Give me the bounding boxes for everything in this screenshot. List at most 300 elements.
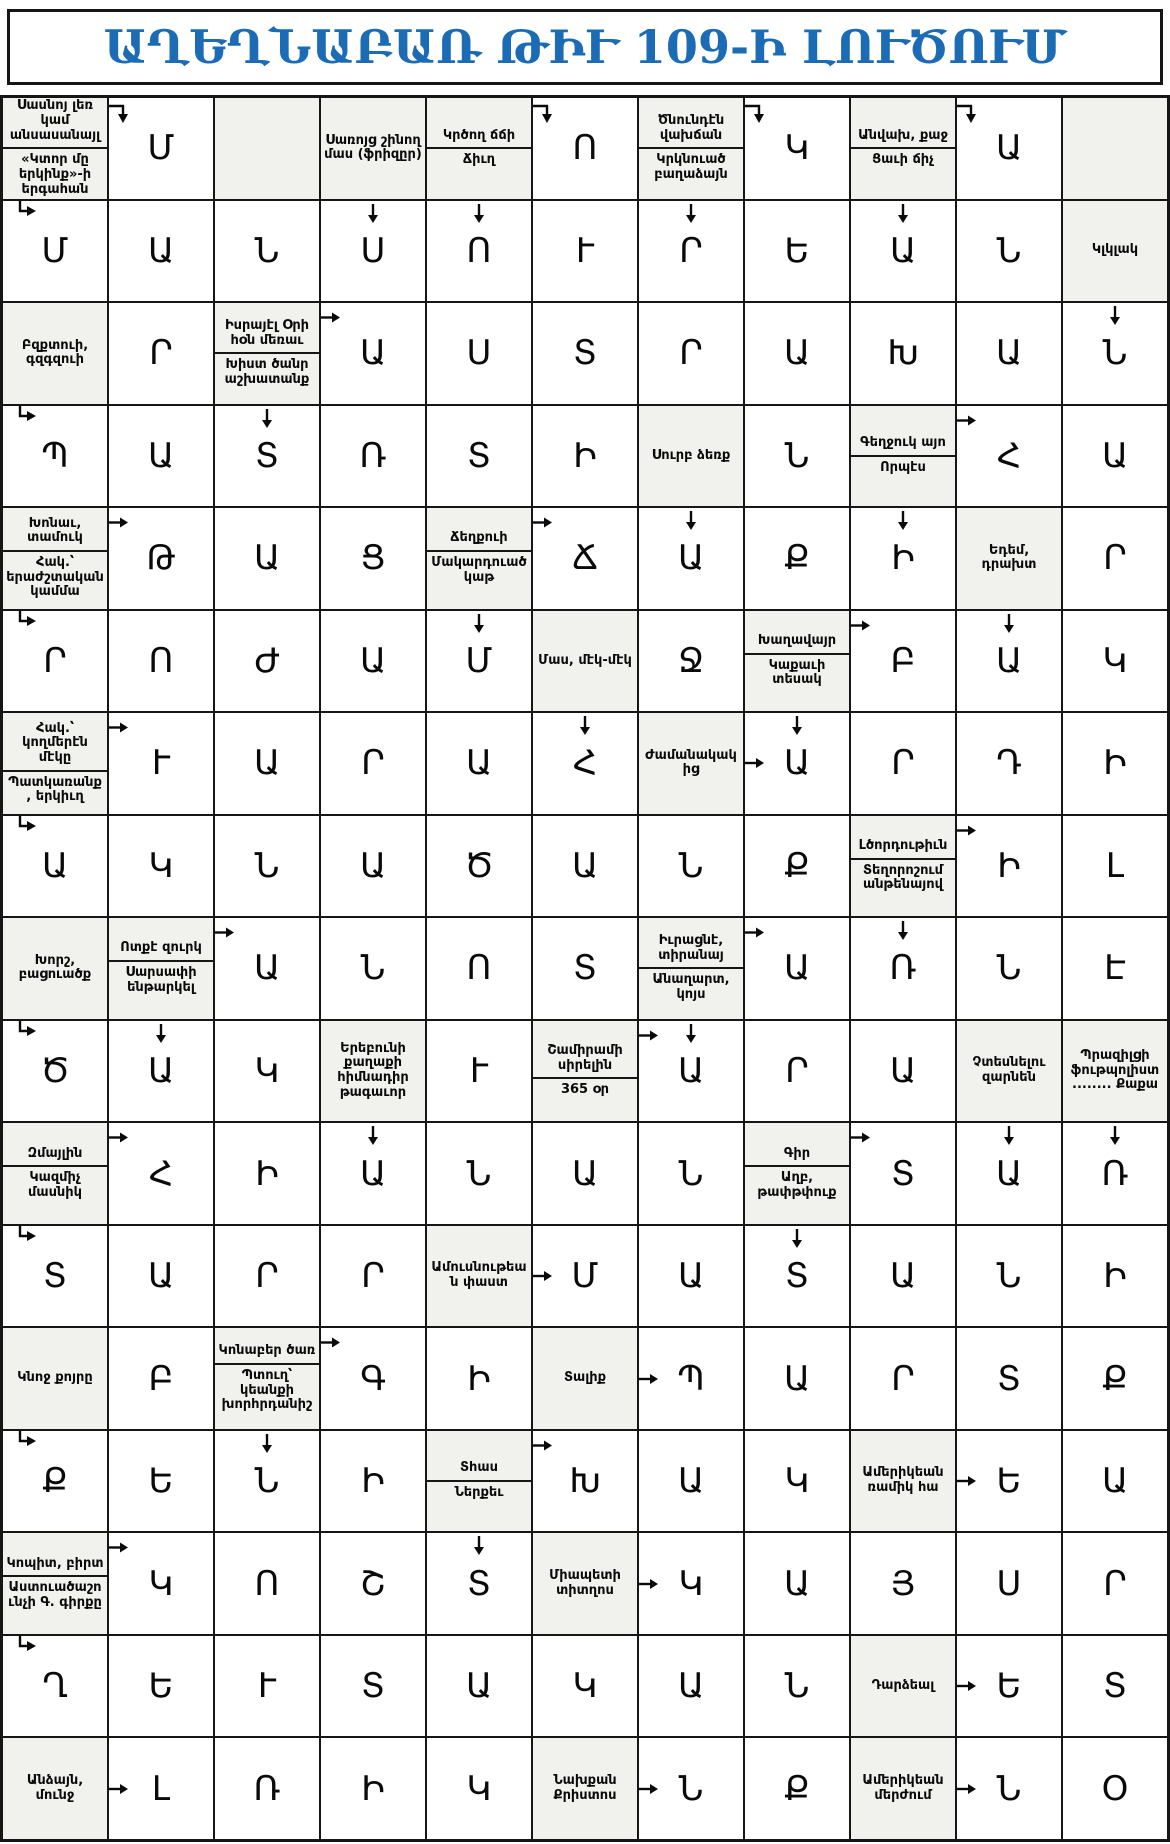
clue-text: Իւրացնէ, տիրանայ xyxy=(658,933,724,963)
clue-cell xyxy=(639,918,743,1019)
answer-letter: Ե xyxy=(996,1461,1022,1502)
answer-letter: Կ xyxy=(1102,640,1128,681)
answer-cell xyxy=(639,1021,743,1122)
answer-letter: Պ xyxy=(677,1358,705,1399)
answer-cell xyxy=(427,303,531,404)
arrow-down-icon xyxy=(368,1126,379,1146)
arrow-bend-right-icon xyxy=(15,1636,39,1655)
answer-cell xyxy=(215,816,319,917)
answer-letter: Ր xyxy=(361,1256,385,1297)
answer-cell xyxy=(533,303,637,404)
answer-letter: Ռ xyxy=(253,1768,281,1809)
clue-text: Աղբ, թափթփուք xyxy=(745,1165,849,1204)
answer-letter: Ն xyxy=(678,1153,704,1194)
answer-letter: Ք xyxy=(1102,1358,1128,1399)
answer-letter: Տ xyxy=(891,1153,915,1194)
answer-letter: Լ xyxy=(151,1768,171,1809)
clue-text: 365 օր xyxy=(533,1077,637,1102)
answer-cell xyxy=(109,1533,213,1634)
clue-cell xyxy=(109,918,213,1019)
answer-cell xyxy=(427,713,531,814)
answer-cell xyxy=(215,201,319,302)
clue-text: Միապետի տիտղոս xyxy=(549,1567,621,1598)
answer-cell xyxy=(745,406,849,507)
arrow-down-icon xyxy=(792,1229,803,1249)
clue-cell xyxy=(639,98,743,199)
answer-cell xyxy=(851,303,955,404)
clue-cell xyxy=(533,1021,637,1122)
arrow-down-icon xyxy=(686,1024,697,1044)
arrow-down-icon xyxy=(368,204,379,224)
answer-letter: Տ xyxy=(255,435,279,476)
answer-cell xyxy=(1063,1226,1167,1327)
answer-cell xyxy=(745,1738,849,1839)
answer-cell xyxy=(533,98,637,199)
answer-letter: Ա xyxy=(783,1358,811,1399)
answer-letter: Ա xyxy=(147,230,175,271)
arrow-down-icon xyxy=(474,614,485,634)
answer-letter: Հ xyxy=(148,1153,174,1194)
answer-cell xyxy=(427,201,531,302)
answer-letter: Ն xyxy=(784,1666,810,1707)
answer-letter: Ա xyxy=(253,538,281,579)
answer-cell xyxy=(109,201,213,302)
clue-cell xyxy=(3,1328,107,1429)
answer-cell xyxy=(321,1533,425,1634)
answer-cell xyxy=(321,508,425,609)
clue-text: Հակ.՝ երաժշտական կամմա xyxy=(3,550,107,604)
answer-cell xyxy=(851,508,955,609)
answer-cell xyxy=(109,713,213,814)
answer-letter: Տ xyxy=(361,1666,385,1707)
answer-cell xyxy=(1063,918,1167,1019)
answer-cell xyxy=(957,303,1061,404)
answer-letter: Ր xyxy=(149,333,173,374)
answer-letter: Տ xyxy=(1103,1666,1127,1707)
clue-text: Խաղավայր xyxy=(757,632,837,648)
answer-letter: Ր xyxy=(361,743,385,784)
arrow-down-icon xyxy=(898,511,909,531)
answer-letter: Մ xyxy=(465,640,493,681)
answer-letter: Ն xyxy=(466,1153,492,1194)
clue-text: Խորշ, բացուածք xyxy=(18,952,92,983)
clue-cell xyxy=(533,611,637,712)
answer-letter: Ա xyxy=(1101,435,1129,476)
answer-cell xyxy=(639,303,743,404)
answer-letter: Ա xyxy=(783,948,811,989)
arrow-right-icon xyxy=(321,312,341,323)
answer-letter: Ա xyxy=(465,1666,493,1707)
answer-cell xyxy=(427,1738,531,1839)
arrow-down-icon xyxy=(262,1434,273,1454)
answer-letter: Ա xyxy=(359,640,387,681)
answer-cell xyxy=(1063,1738,1167,1839)
answer-cell xyxy=(215,1533,319,1634)
answer-cell xyxy=(427,406,531,507)
answer-letter: Ս xyxy=(996,1563,1022,1604)
answer-cell xyxy=(533,508,637,609)
answer-letter: Ժ xyxy=(254,640,280,681)
answer-letter: Ո xyxy=(466,230,492,271)
arrow-right-icon xyxy=(533,517,553,528)
answer-cell xyxy=(639,1226,743,1327)
answer-letter: Ռ xyxy=(1101,1153,1129,1194)
answer-letter: Ս xyxy=(360,230,386,271)
answer-cell xyxy=(427,1636,531,1737)
answer-cell xyxy=(533,1431,637,1532)
answer-letter: Ն xyxy=(996,1768,1022,1809)
answer-cell xyxy=(1063,508,1167,609)
clue-cell xyxy=(427,1431,531,1532)
answer-letter: Ի xyxy=(467,1358,491,1399)
answer-cell xyxy=(639,1533,743,1634)
clue-text: Ամերիկեան մերժում xyxy=(862,1773,944,1803)
answer-cell xyxy=(3,201,107,302)
answer-cell xyxy=(109,611,213,712)
clue-cell xyxy=(215,1328,319,1429)
answer-letter: Ր xyxy=(785,1051,809,1092)
clue-text: Ոտքէ զուրկ xyxy=(120,940,202,956)
answer-letter: Ր xyxy=(679,333,703,374)
answer-letter: Ա xyxy=(783,1563,811,1604)
answer-letter: Ւ xyxy=(257,1666,277,1707)
answer-cell xyxy=(639,508,743,609)
answer-cell xyxy=(109,1431,213,1532)
answer-letter: Ի xyxy=(573,435,597,476)
arrow-right-icon xyxy=(957,1783,977,1794)
clue-text: Տեղորոշում անթենայով xyxy=(851,858,955,897)
arrow-right-icon xyxy=(109,517,129,528)
answer-letter: Ւ xyxy=(469,1051,489,1092)
arrow-right-icon xyxy=(639,1783,659,1794)
arrow-bend-right-icon xyxy=(15,201,39,220)
answer-letter: Ս xyxy=(466,333,492,374)
answer-letter: Ա xyxy=(465,743,493,784)
answer-letter: Ա xyxy=(995,640,1023,681)
clue-text: Տհաս xyxy=(460,1460,498,1476)
answer-cell xyxy=(533,816,637,917)
answer-letter: Կ xyxy=(572,1666,598,1707)
clue-cell xyxy=(3,918,107,1019)
arrow-down-icon xyxy=(262,409,273,429)
clue-text: Որպէս xyxy=(851,455,955,480)
answer-letter: Ե xyxy=(148,1461,174,1502)
answer-letter: Ւ xyxy=(151,743,171,784)
clue-text: Խիստ ծանր աշխատանք xyxy=(215,352,319,391)
answer-cell xyxy=(639,201,743,302)
answer-cell xyxy=(109,98,213,199)
answer-letter: Ր xyxy=(1103,1563,1127,1604)
answer-letter: Թ xyxy=(146,538,176,579)
answer-cell xyxy=(745,1021,849,1122)
answer-letter: Կ xyxy=(466,1768,492,1809)
clue-text: Ծնունդէն վախճան xyxy=(657,112,725,143)
answer-letter: Ա xyxy=(677,538,705,579)
answer-letter: Ր xyxy=(679,230,703,271)
answer-cell xyxy=(745,1226,849,1327)
clue-cell xyxy=(745,611,849,712)
arrow-corner-down-icon xyxy=(957,102,980,126)
clue-text: Ներքեւ xyxy=(427,1480,531,1505)
clue-text: Եդեմ, դրախտ xyxy=(981,542,1037,573)
answer-letter: Ի xyxy=(361,1768,385,1809)
answer-cell xyxy=(957,918,1061,1019)
answer-cell xyxy=(851,918,955,1019)
answer-cell xyxy=(109,816,213,917)
answer-cell xyxy=(215,611,319,712)
answer-cell xyxy=(851,713,955,814)
arrow-down-icon xyxy=(474,1536,485,1556)
arrow-down-icon xyxy=(686,204,697,224)
arrow-down-icon xyxy=(1004,1126,1015,1146)
answer-cell xyxy=(957,1226,1061,1327)
arrow-down-icon xyxy=(1004,614,1015,634)
answer-cell xyxy=(109,1123,213,1224)
answer-letter: Տ xyxy=(785,1256,809,1297)
answer-letter: Ա xyxy=(677,1666,705,1707)
answer-letter: Ա xyxy=(147,1051,175,1092)
answer-letter: Ն xyxy=(360,948,386,989)
answer-letter: Ա xyxy=(889,1256,917,1297)
answer-cell xyxy=(851,1533,955,1634)
clue-cell xyxy=(3,1123,107,1224)
answer-cell xyxy=(851,201,955,302)
answer-letter: Ի xyxy=(1103,743,1127,784)
answer-letter: Ա xyxy=(359,333,387,374)
answer-letter: Ի xyxy=(1103,1256,1127,1297)
answer-letter: Հ xyxy=(996,435,1022,476)
answer-cell xyxy=(745,201,849,302)
arrow-right-icon xyxy=(639,1030,659,1041)
answer-letter: Ր xyxy=(891,743,915,784)
answer-cell xyxy=(1063,1431,1167,1532)
answer-letter: Ն xyxy=(254,1461,280,1502)
answer-letter: Ն xyxy=(996,948,1022,989)
clue-cell xyxy=(1063,201,1167,302)
answer-cell xyxy=(533,201,637,302)
clue-text: Կրծող ճճի xyxy=(442,127,516,143)
clue-text: Պտուղ՝ կեանքի խորհրդանիշ xyxy=(215,1363,319,1417)
clue-text: Ցաւի ճիչ xyxy=(851,147,955,172)
answer-cell xyxy=(321,1636,425,1737)
answer-letter: Օ xyxy=(1101,1768,1129,1809)
clue-text: Դարձեալ xyxy=(871,1677,935,1693)
answer-letter: Ա xyxy=(571,845,599,886)
answer-cell xyxy=(427,1021,531,1122)
answer-cell xyxy=(639,611,743,712)
clue-text: Նախքան Քրիստոս xyxy=(553,1773,617,1803)
arrow-down-icon xyxy=(156,1024,167,1044)
answer-letter: Մ xyxy=(147,128,175,169)
clue-text: Շամիրամի սիրելին xyxy=(547,1042,623,1073)
arrow-right-icon xyxy=(851,620,871,631)
arrow-right-icon xyxy=(533,1440,553,1451)
answer-letter: Ն xyxy=(784,435,810,476)
answer-letter: Տ xyxy=(573,333,597,374)
answer-letter: Ե xyxy=(784,230,810,271)
arrow-right-icon xyxy=(109,1132,129,1143)
answer-letter: Տ xyxy=(573,948,597,989)
answer-cell xyxy=(745,1431,849,1532)
answer-letter: Գ xyxy=(360,1358,386,1399)
clue-cell xyxy=(427,98,531,199)
arrow-down-icon xyxy=(474,204,485,224)
clue-cell xyxy=(851,98,955,199)
answer-cell xyxy=(3,816,107,917)
answer-cell xyxy=(745,918,849,1019)
clue-text: Կոնաբեր ծառ xyxy=(218,1343,316,1359)
answer-letter: Ա xyxy=(889,1051,917,1092)
answer-cell xyxy=(321,1738,425,1839)
answer-cell xyxy=(957,816,1061,917)
answer-letter: Ա xyxy=(359,1153,387,1194)
answer-cell xyxy=(109,508,213,609)
answer-cell xyxy=(109,1328,213,1429)
answer-letter: Ն xyxy=(996,230,1022,271)
answer-cell xyxy=(639,1431,743,1532)
answer-cell xyxy=(745,98,849,199)
answer-letter: Ն xyxy=(678,845,704,886)
clue-cell xyxy=(3,508,107,609)
arrow-right-icon xyxy=(533,1271,553,1282)
clue-cell xyxy=(639,713,743,814)
answer-cell xyxy=(321,1431,425,1532)
answer-cell xyxy=(957,1533,1061,1634)
arrow-right-icon xyxy=(109,1542,129,1553)
answer-letter: Խ xyxy=(887,333,919,374)
clue-text: Կազմիչ մասնիկ xyxy=(3,1165,107,1204)
answer-cell xyxy=(957,1328,1061,1429)
clue-text: Ճեղքուի xyxy=(450,530,508,546)
arrow-corner-down-icon xyxy=(745,102,768,126)
clue-cell xyxy=(533,1738,637,1839)
answer-cell xyxy=(957,611,1061,712)
answer-cell xyxy=(957,1738,1061,1839)
answer-letter: Ա xyxy=(783,743,811,784)
arrow-right-icon xyxy=(109,722,129,733)
answer-letter: Ա xyxy=(147,435,175,476)
answer-cell xyxy=(109,1021,213,1122)
answer-cell xyxy=(321,611,425,712)
arrow-down-icon xyxy=(686,511,697,531)
arrow-bend-right-icon xyxy=(15,1021,39,1040)
clue-text: Խոնաւ, տամուկ xyxy=(27,515,83,546)
answer-cell xyxy=(109,1226,213,1327)
clue-text: Իսրայէլ Օրի հօն մեռաւ xyxy=(224,317,310,348)
arrow-right-icon xyxy=(639,1578,659,1589)
answer-cell xyxy=(215,1738,319,1839)
arrow-corner-down-icon xyxy=(533,102,556,126)
arrow-corner-down-icon xyxy=(109,102,132,126)
answer-cell xyxy=(533,1636,637,1737)
arrow-right-icon xyxy=(109,1783,129,1794)
answer-letter: Ո xyxy=(254,1563,280,1604)
answer-letter: Տ xyxy=(997,1358,1021,1399)
answer-letter: Ա xyxy=(147,1256,175,1297)
answer-cell xyxy=(109,406,213,507)
answer-cell xyxy=(533,1226,637,1327)
answer-letter: Տ xyxy=(467,435,491,476)
arrow-right-icon xyxy=(957,1476,977,1487)
answer-letter: Ո xyxy=(572,128,598,169)
answer-cell xyxy=(215,713,319,814)
clue-cell xyxy=(851,1431,955,1532)
arrow-down-icon xyxy=(792,716,803,736)
answer-cell xyxy=(533,713,637,814)
answer-letter: Տ xyxy=(43,1256,67,1297)
arrow-right-icon xyxy=(745,927,765,938)
answer-letter: Ա xyxy=(677,1256,705,1297)
answer-cell xyxy=(1063,406,1167,507)
answer-letter: Ց xyxy=(360,538,386,579)
answer-letter: Ի xyxy=(255,1153,279,1194)
arrow-down-icon xyxy=(580,716,591,736)
answer-letter: Ւ xyxy=(575,230,595,271)
answer-letter: Ե xyxy=(996,1666,1022,1707)
answer-letter: Բ xyxy=(890,640,916,681)
answer-cell xyxy=(639,1738,743,1839)
answer-cell xyxy=(3,611,107,712)
answer-letter: Ք xyxy=(42,1461,68,1502)
answer-letter: Ա xyxy=(995,128,1023,169)
clue-cell xyxy=(321,1021,425,1122)
answer-letter: Ա xyxy=(995,1153,1023,1194)
answer-cell xyxy=(1063,303,1167,404)
answer-cell xyxy=(639,1636,743,1737)
answer-letter: Ա xyxy=(253,743,281,784)
answer-cell xyxy=(1063,1636,1167,1737)
answer-cell xyxy=(745,1533,849,1634)
answer-cell xyxy=(851,1226,955,1327)
answer-letter: Ղ xyxy=(42,1666,68,1707)
answer-cell xyxy=(745,816,849,917)
answer-cell xyxy=(851,1328,955,1429)
answer-cell xyxy=(3,1226,107,1327)
answer-letter: Ր xyxy=(891,1358,915,1399)
clue-cell xyxy=(3,1533,107,1634)
clue-text: Մակարդուած կաթ xyxy=(427,550,531,589)
answer-letter: Կ xyxy=(254,1051,280,1092)
answer-cell xyxy=(745,713,849,814)
clue-text: Ժամանակակից xyxy=(645,747,737,778)
clue-text: Հակ.՝ կողմերէն մէկը xyxy=(22,720,88,766)
answer-letter: Ա xyxy=(995,333,1023,374)
arrow-bend-right-icon xyxy=(15,1431,39,1450)
answer-cell xyxy=(321,201,425,302)
arrow-bend-right-icon xyxy=(15,406,39,425)
answer-letter: Ճ xyxy=(571,538,599,579)
answer-letter: Ջ xyxy=(677,640,705,681)
clue-text: Սասնոյ լեռ կամ անսասանայլ xyxy=(9,98,101,143)
answer-cell xyxy=(321,303,425,404)
answer-letter: Ա xyxy=(571,1153,599,1194)
answer-cell xyxy=(427,1328,531,1429)
answer-cell xyxy=(745,1328,849,1429)
answer-cell xyxy=(215,1226,319,1327)
answer-letter: Ա xyxy=(677,1461,705,1502)
answer-cell xyxy=(427,1123,531,1224)
answer-cell xyxy=(321,1328,425,1429)
clue-text: Գիր xyxy=(783,1145,811,1161)
answer-letter: Ն xyxy=(254,230,280,271)
clue-text: Անաղարտ, կոյս xyxy=(639,967,743,1006)
clue-text: Սարսափի ենթարկել xyxy=(109,960,213,999)
arrow-down-icon xyxy=(1110,306,1121,326)
answer-cell xyxy=(3,406,107,507)
answer-cell xyxy=(321,406,425,507)
arrow-right-icon xyxy=(957,825,977,836)
clue-text: Զմայլին xyxy=(27,1145,83,1161)
